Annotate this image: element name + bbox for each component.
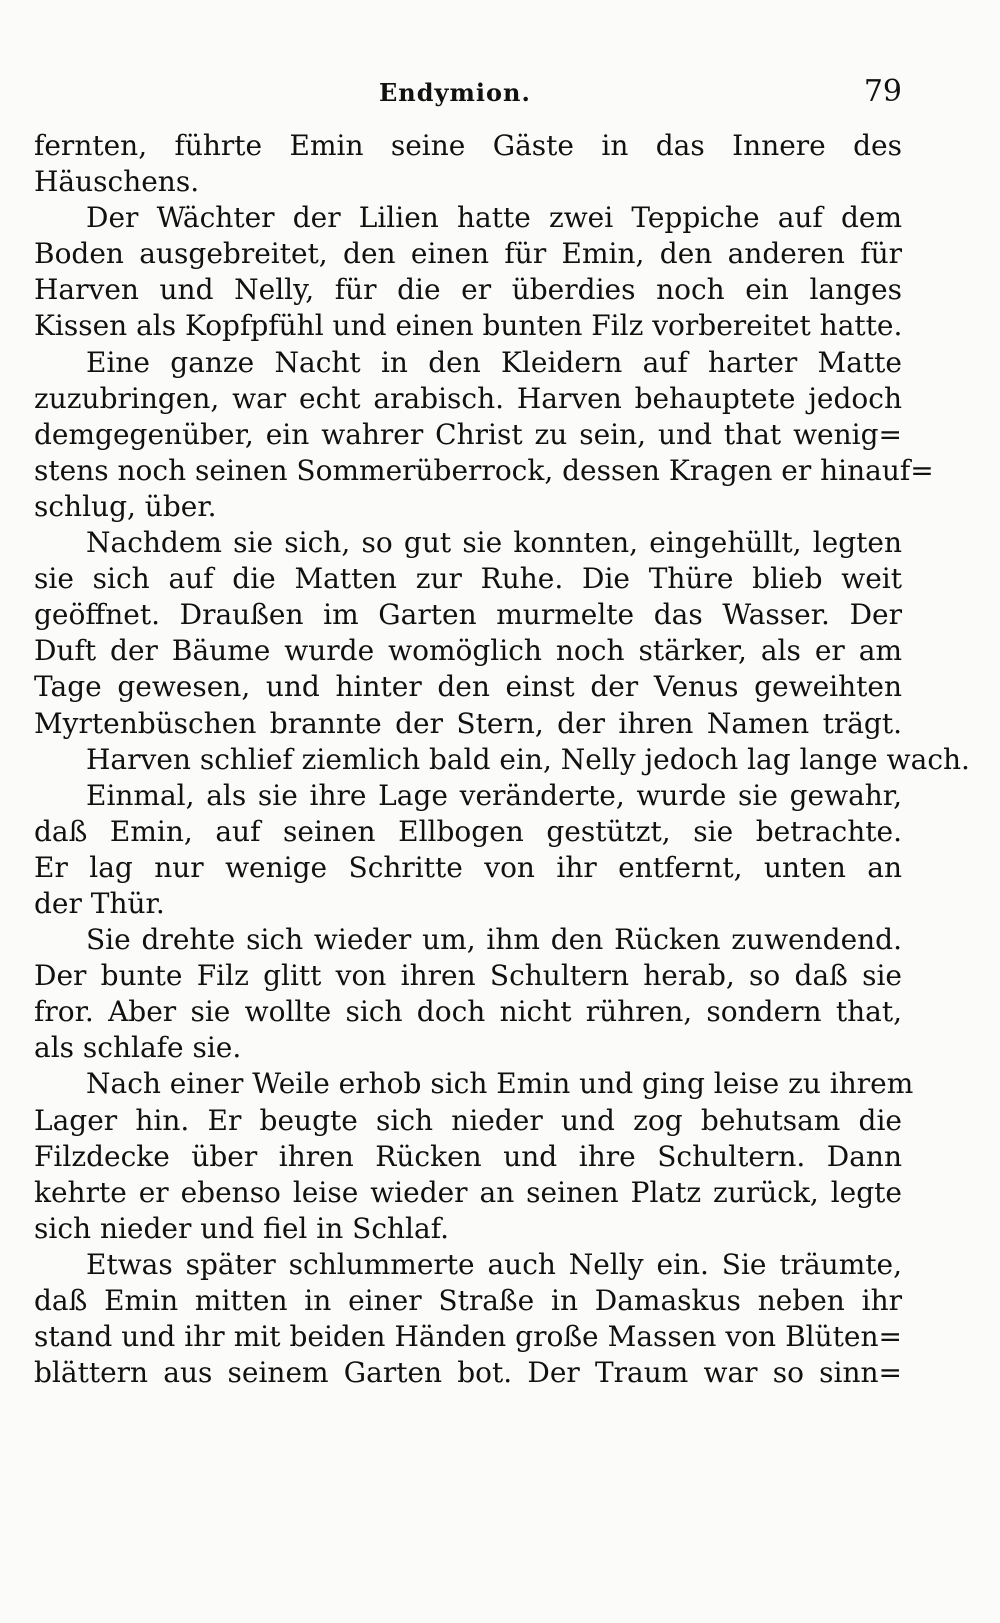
text-line: Etwas später schlummerte auch Nelly ein. Sie träumte, bbox=[86, 1247, 902, 1281]
text-line: als schlafe sie. bbox=[34, 1031, 242, 1065]
body-text bbox=[34, 128, 970, 1391]
text-line: Tage gewesen, und hinter den einst der Venus geweihten bbox=[34, 670, 902, 704]
text-line: Duft der Bäume wurde womöglich noch stärker, als er am bbox=[34, 634, 902, 668]
text-line: schlug, über. bbox=[34, 489, 217, 523]
text-line: Der bunte Filz glitt von ihren Schultern herab, so daß sie bbox=[34, 959, 902, 993]
text-line: fernten, führte Emin seine Gäste in das Innere des bbox=[34, 129, 902, 162]
text-line: Lager hin. Er beugte sich nieder und zog behutsam die bbox=[34, 1103, 902, 1137]
page-number: 79 bbox=[863, 74, 902, 109]
text-line: Nachdem sie sich, so gut sie konnten, eingehüllt, legten bbox=[86, 526, 902, 560]
text-line: stand und ihr mit beiden Händen große Massen von Blüten= bbox=[34, 1320, 902, 1354]
text-line: Harven und Nelly, für die er überdies noch ein langes bbox=[34, 273, 902, 307]
text-line: der Thür. bbox=[34, 886, 165, 920]
text-line: daß Emin mitten in einer Straße in Damaskus neben ihr bbox=[34, 1284, 902, 1317]
text-line: sich nieder und fiel in Schlaf. bbox=[34, 1211, 449, 1245]
text-line: Harven schlief ziemlich bald ein, Nelly jedoch lag lange wach. bbox=[86, 742, 970, 776]
text-line: blättern aus seinem Garten bot. Der Traum war so sinn= bbox=[34, 1356, 902, 1390]
text-line: Eine ganze Nacht in den Kleidern auf harter Matte bbox=[86, 345, 902, 379]
text-line: Häuschens. bbox=[34, 165, 200, 199]
running-head bbox=[34, 74, 902, 114]
text-line: Boden ausgebreitet, den einen für Emin, den anderen für bbox=[34, 237, 902, 271]
text-line: sie sich auf die Matten zur Ruhe. Die Thüre blieb weit bbox=[34, 562, 902, 596]
text-line: Myrtenbüschen brannte der Stern, der ihren Namen trägt. bbox=[34, 706, 902, 740]
text-line: kehrte er ebenso leise wieder an seinen Platz zurück, legte bbox=[34, 1175, 902, 1209]
text-line: Sie drehte sich wieder um, ihm den Rücken zuwendend. bbox=[86, 923, 902, 957]
text-line: Er lag nur wenige Schritte von ihr entfernt, unten an bbox=[34, 850, 902, 884]
text-line: fror. Aber sie wollte sich doch nicht rühren, sondern that, bbox=[34, 995, 902, 1029]
text-line: daß Emin, auf seinen Ellbogen gestützt, sie betrachte. bbox=[34, 814, 902, 848]
text-line: Filzdecke über ihren Rücken und ihre Schultern. Dann bbox=[34, 1139, 902, 1173]
text-line: Kissen als Kopfpfühl und einen bunten Filz vorbereitet hatte. bbox=[34, 309, 903, 343]
text-line: stens noch seinen Sommerüberrock, dessen Kragen er hinauf= bbox=[34, 453, 934, 487]
text-line: Einmal, als sie ihre Lage veränderte, wurde sie gewahr, bbox=[86, 778, 902, 812]
text-line: Der Wächter der Lilien hatte zwei Teppiche auf dem bbox=[86, 201, 902, 235]
text-line: Nach einer Weile erhob sich Emin und ging leise zu ihrem bbox=[86, 1067, 914, 1101]
text-line: demgegenüber, ein wahrer Christ zu sein, und that wenig= bbox=[34, 417, 902, 451]
running-title: Endymion. bbox=[379, 78, 531, 107]
text-line: zuzubringen, war echt arabisch. Harven behauptete jedoch bbox=[34, 381, 902, 415]
text-line: geöffnet. Draußen im Garten murmelte das Wasser. Der bbox=[34, 598, 902, 632]
